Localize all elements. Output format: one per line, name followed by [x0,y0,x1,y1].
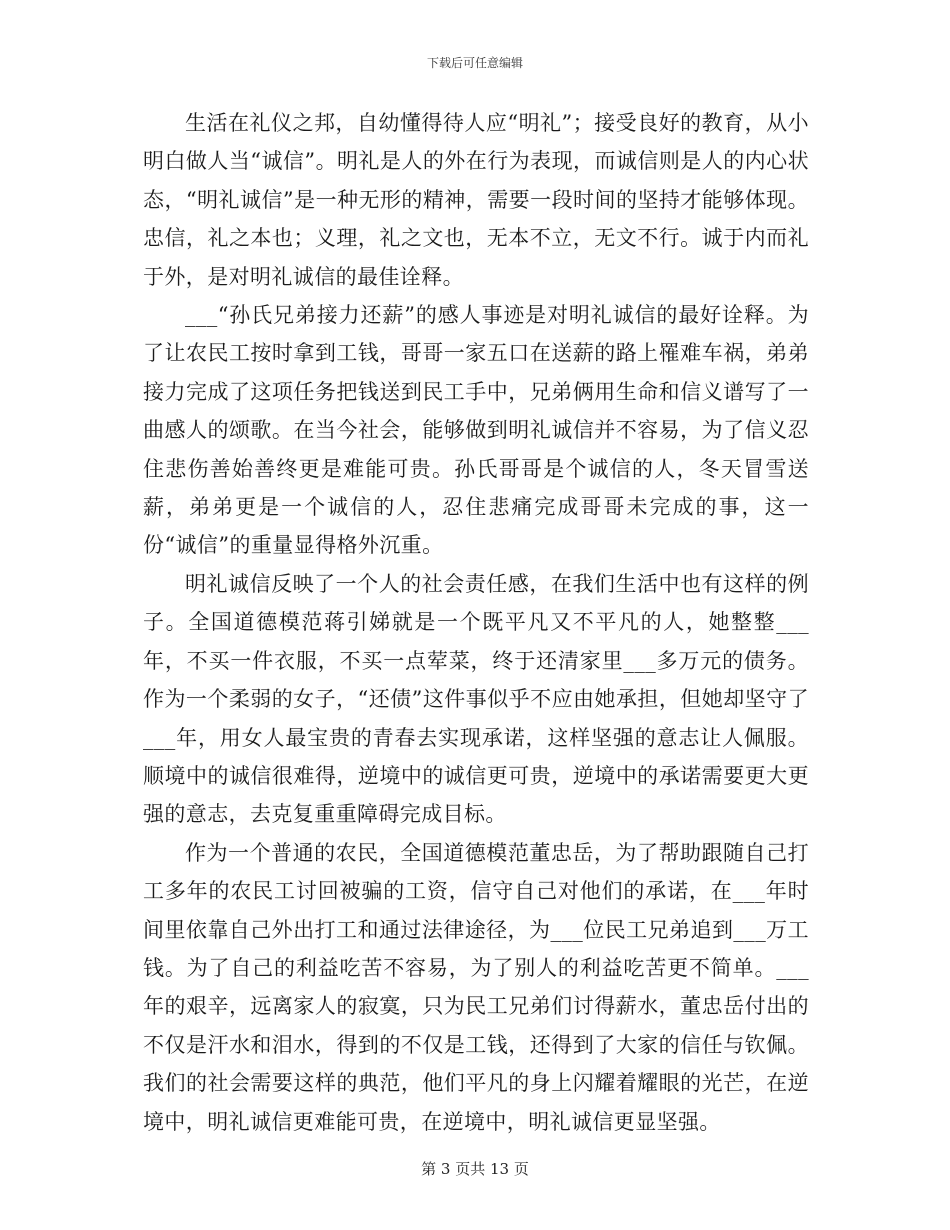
paragraph-3: 明礼诚信反映了一个人的社会责任感，在我们生活中也有这样的例子。全国道德模范蒋引娣就是一个既平凡又不平凡的人，她整整___年，不买一件衣服，不买一点荤菜，终于还清家里___多万元的债务。作为一个柔弱的女子，“还债”这件事似乎不应由她承担，但她却坚守了___年，用女人最宝贵的青春去实现承诺，这样坚强的意志让人佩服。顺境中的诚信很难得，逆境中的诚信更可贵，逆境中的承诺需要更大更强的意志，去克复重重障碍完成目标。 [143,571,809,827]
paragraph-4: 作为一个普通的农民，全国道德模范董忠岳，为了帮助跟随自己打工多年的农民工讨回被骗的工资，信守自己对他们的承诺，在___年时间里依靠自己外出打工和通过法律途径，为___位民工兄弟追到___万工钱。为了自己的利益吃苦不容易，为了别人的利益吃苦更不简单。___年的艰辛，远离家人的寂寞，只为民工兄弟们讨得薪水，董忠岳付出的不仅是汗水和泪水，得到的不仅是工钱，还得到了大家的信任与钦佩。我们的社会需要这样的典范，他们平凡的身上闪耀着耀眼的光芒，在逆境中，明礼诚信更难能可贵，在逆境中，明礼诚信更显坚强。 [143,840,809,1134]
page-header-note: 下载后可任意编辑 [426,56,523,70]
document-body [143,104,809,1141]
page-number: 第 3 页共 13 页 [421,1160,529,1178]
paragraph-1: 生活在礼仪之邦，自幼懂得待人应“明礼”；接受良好的教育，从小明白做人当“诚信”。明礼是人的外在行为表现，而诚信则是人的内心状态，“明礼诚信”是一种无形的精神，需要一段时间的坚持才能够体现。忠信，礼之本也；义理，礼之文也，无本不立，无文不行。诚于内而礼于外，是对明礼诚信的最佳诠释。 [143,111,809,289]
paragraph-2: ___“孙氏兄弟接力还薪”的感人事迹是对明礼诚信的最好诠释。为了让农民工按时拿到工钱，哥哥一家五口在送薪的路上罹难车祸，弟弟接力完成了这项任务把钱送到民工手中，兄弟俩用生命和信义谱写了一曲感人的颂歌。在当今社会，能够做到明礼诚信并不容易，为了信义忍住悲伤善始善终更是难能可贵。孙氏哥哥是个诚信的人，冬天冒雪送薪，弟弟更是一个诚信的人，忍住悲痛完成哥哥未完成的事，这一份“诚信”的重量显得格外沉重。 [143,303,809,558]
